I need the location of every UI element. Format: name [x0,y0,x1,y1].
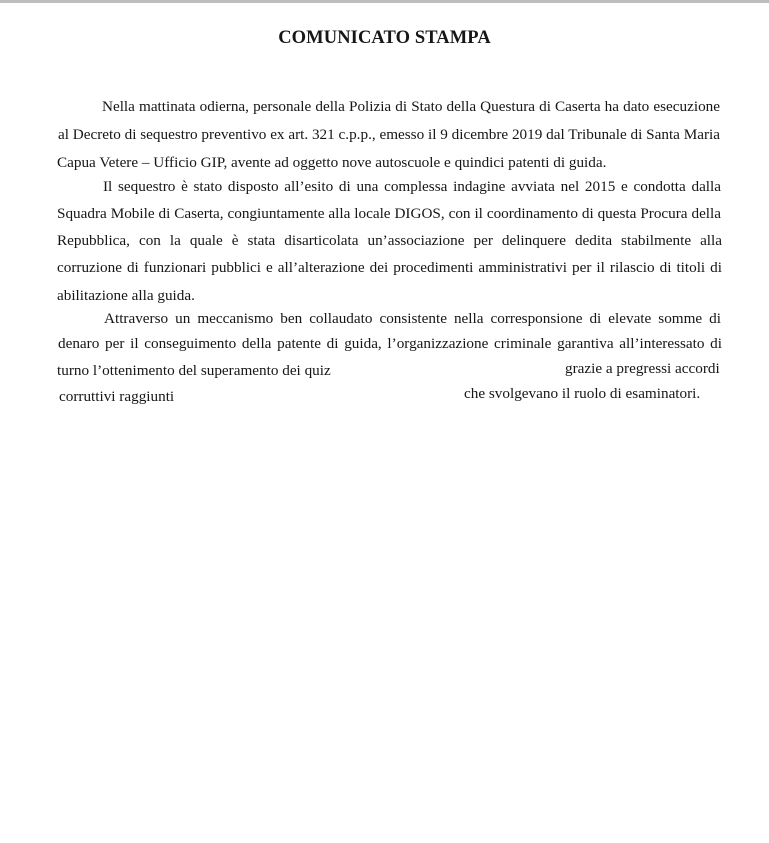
document-title: COMUNICATO STAMPA [278,28,491,48]
paragraph-2-line-2: Squadra Mobile di Caserta, congiuntamente alla locale DIGOS, con il coordinamento di questa Procura della [57,205,721,222]
paragraph-3-line-3-start: turno l’ottenimento del superamento dei quiz [57,362,331,379]
paragraph-3-line-4-start: corruttivi raggiunti [59,388,175,405]
paragraph-2-line-5: abilitazione alla guida. [57,287,195,304]
paragraph-3-line-1: Attraverso un meccanismo ben collaudato consistente nella corresponsione di elevate somme di [104,310,721,327]
paragraph-1-line-2: al Decreto di sequestro preventivo ex art. 321 c.p.p., emesso il 9 dicembre 2019 dal Tribunale di Santa Maria [58,126,720,143]
paragraph-1-line-1: Nella mattinata odierna, personale della Polizia di Stato della Questura di Caserta ha dato esecuzione [102,98,720,115]
paragraph-2-line-4: corruzione di funzionari pubblici e all’alterazione dei procedimenti amministrativi per il rilascio di titoli di [57,259,722,276]
page-top-edge [0,0,769,3]
paragraph-3-line-4-end: che svolgevano il ruolo di esaminatori. [464,385,701,402]
paragraph-2-line-3: Repubblica, con la quale è stata disarticolata un’associazione per delinquere dedita stabilmente alla [57,232,722,249]
paragraph-2-line-1: Il sequestro è stato disposto all’esito di una complessa indagine avviata nel 2015 e condotta dalla [103,178,721,195]
paragraph-1-line-3: Capua Vetere – Ufficio GIP, avente ad oggetto nove autoscuole e quindici patenti di guida. [57,154,607,171]
paragraph-3-line-3-end: grazie a pregressi accordi [565,360,720,377]
paragraph-3-line-2: denaro per il conseguimento della patente di guida, l’organizzazione criminale garantiva all’interessato di [58,335,722,352]
